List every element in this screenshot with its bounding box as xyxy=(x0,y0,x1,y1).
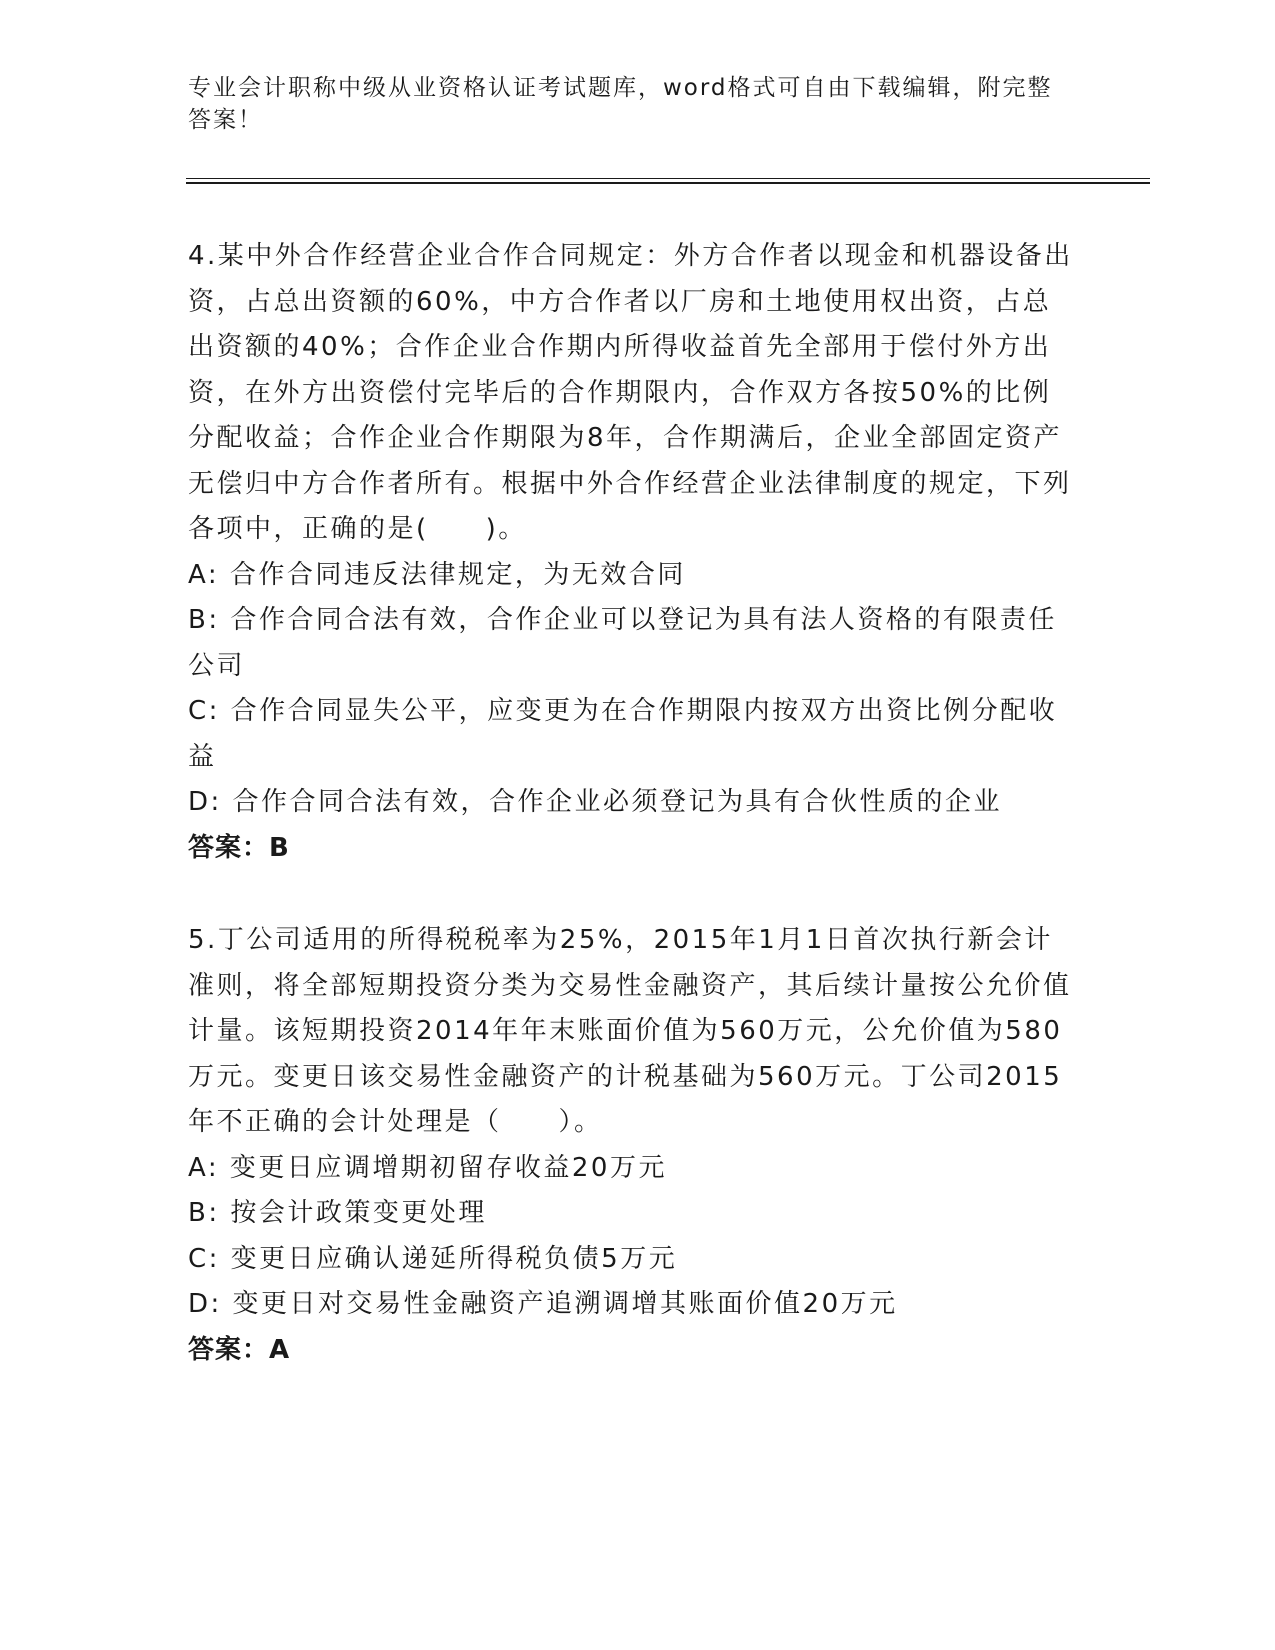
header-divider-thin xyxy=(186,178,1150,179)
option-d: D: 变更日对交易性金融资产追溯调增其账面价值20万元 xyxy=(188,1289,898,1319)
option-b: B: 按会计政策变更处理 xyxy=(188,1198,487,1228)
option-c: C: 变更日应确认递延所得税负债5万元 xyxy=(188,1243,678,1274)
option-a: A: 合作合同违反法律规定，为无效合同 xyxy=(188,559,686,590)
option-b: B: 合作合同合法有效，合作企业可以登记为具有法人资格的有限责任公司 xyxy=(188,605,1057,681)
question-5 xyxy=(188,918,1078,1373)
header-divider-thick xyxy=(186,182,1150,184)
answer-line: 答案：B xyxy=(188,832,290,863)
question-stem: 5.丁公司适用的所得税税率为25%，2015年1月1日首次执行新会计准则，将全部短期投资分类为交易性金融资产，其后续计量按公允价值计量。该短期投资2014年年末账面价值为560万元，公允价值为580万元。变更日该交易性金融资产的计税基础为560万元。丁公司2015年不正确的会计处理是（ ）。 xyxy=(188,925,1072,1137)
answer-line: 答案：A xyxy=(188,1334,291,1365)
option-d: D: 合作合同合法有效，合作企业必须登记为具有合伙性质的企业 xyxy=(188,787,1003,817)
question-stem: 4.某中外合作经营企业合作合同规定：外方合作者以现金和机器设备出资，占总出资额的60%，中方合作者以厂房和土地使用权出资，占总出资额的40%；合作企业合作期内所得收益首先全部用于偿付外方出资，在外方出资偿付完毕后的合作期限内，合作双方各按50%的比例分配收益；合作企业合作期限为8年，合作期满后，企业全部固定资产无偿归中方合作者所有。根据中外合作经营企业法律制度的规定，下列各项中，正确的是( )。 xyxy=(188,241,1073,544)
question-4 xyxy=(188,234,1078,871)
option-c: C: 合作合同显失公平，应变更为在合作期限内按双方出资比例分配收益 xyxy=(188,696,1058,772)
page-header: 专业会计职称中级从业资格认证考试题库，word格式可自由下载编辑，附完整答案！ xyxy=(188,75,1053,133)
option-a: A: 变更日应调增期初留存收益20万元 xyxy=(188,1152,667,1183)
